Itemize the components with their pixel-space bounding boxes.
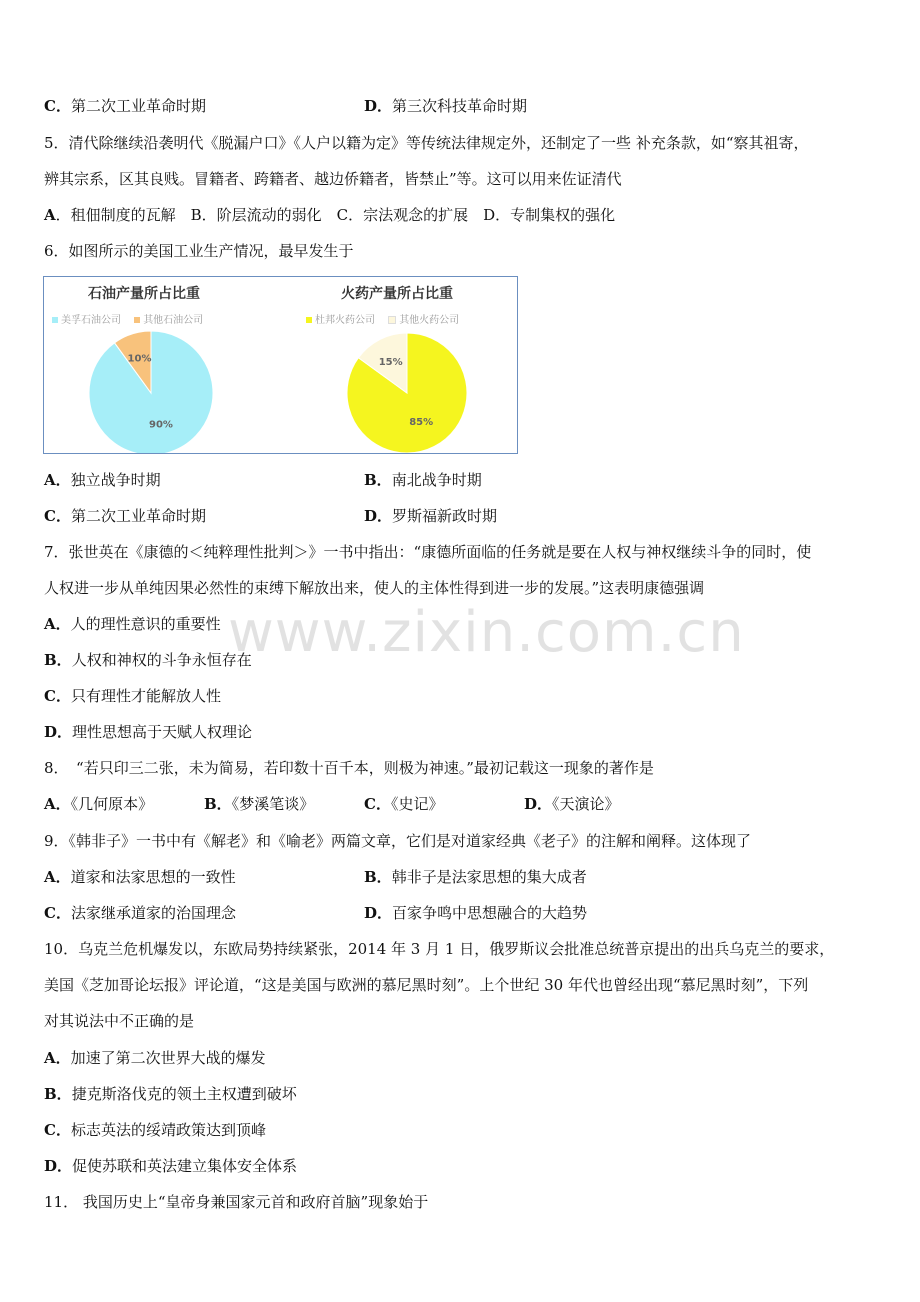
chart2-title: 火药产量所占比重 [341, 286, 453, 302]
pie-chart-figure [43, 276, 518, 454]
q7-stem-line1: 7．张世英在《康德的＜纯粹理性批判＞》一书中指出：“康德所面临的任务就是要在人权与神权继续斗争的同时，使 [44, 543, 812, 561]
q4-option-d[interactable]: D．第三次科技革命时期 [364, 97, 528, 115]
q10-stem-line2: 美国《芝加哥论坛报》评论道，“这是美国与欧洲的慕尼黑时刻”。上个世纪 30 年代也曾经出现“慕尼黑时刻”，下列 [44, 976, 809, 994]
legend-label: 其他火药公司 [399, 315, 460, 326]
chart1-slice-label-1: 10% [127, 353, 152, 365]
q9-option-c[interactable]: C．法家继承道家的治国理念 [44, 904, 236, 922]
q8-option-c[interactable]: C．《史记》 [364, 795, 444, 813]
q10-stem-line1: 10．乌克兰危机爆发以，东欧局势持续紧张，2014 年 3 月 1 日，俄罗斯议会批准总统普京提出的出兵乌克兰的要求， [44, 940, 835, 958]
pie-charts-svg [44, 277, 517, 453]
q10-option-a[interactable]: A．加速了第二次世界大战的爆发 [44, 1049, 266, 1067]
chart1-slice-label-0: 90% [148, 419, 173, 431]
q5-stem-line1: 5．清代除继续沿袭明代《脱漏户口》《人户以籍为定》等传统法律规定外，还制定了一些 补充条款，如“察其祖寄， [44, 134, 809, 152]
q8-option-d[interactable]: D．《天演论》 [524, 795, 620, 813]
q6-option-a[interactable]: A．独立战争时期 [44, 471, 161, 489]
q8-option-b[interactable]: B．《梦溪笔谈》 [204, 795, 315, 813]
q11-stem: 11． 我国历史上“皇帝身兼国家元首和政府首脑”现象始于 [44, 1193, 429, 1211]
chart1-title: 石油产量所占比重 [88, 286, 200, 302]
legend-label: 其他石油公司 [143, 315, 204, 326]
q9-stem: 9．《韩非子》一书中有《解老》和《喻老》两篇文章，它们是对道家经典《老子》的注解和阐释。这体现了 [44, 832, 752, 850]
q9-option-d[interactable]: D．百家争鸣中思想融合的大趋势 [364, 904, 588, 922]
chart2-slice-label-0: 85% [409, 416, 434, 428]
q7-option-d[interactable]: D．理性思想高于天赋人权理论 [44, 723, 253, 741]
q9-option-a[interactable]: A．道家和法家思想的一致性 [44, 868, 236, 886]
q6-option-c[interactable]: C．第二次工业革命时期 [44, 507, 206, 525]
q10-option-b[interactable]: B．捷克斯洛伐克的领土主权遭到破坏 [44, 1085, 297, 1103]
q7-stem-line2: 人权进一步从单纯因果必然性的束缚下解放出来，使人的主体性得到进一步的发展。”这表明康德强调 [44, 579, 705, 597]
q7-option-a[interactable]: A．人的理性意识的重要性 [44, 615, 221, 633]
q10-option-c[interactable]: C．标志英法的绥靖政策达到顶峰 [44, 1121, 266, 1139]
q8-stem: 8． “若只印三二张，未为简易，若印数十百千本，则极为神速。”最初记载这一现象的著作是 [44, 759, 654, 777]
q4-option-c[interactable]: C．第二次工业革命时期 [44, 97, 206, 115]
q6-option-b[interactable]: B．南北战争时期 [364, 471, 482, 489]
q5-options[interactable]: A．租佃制度的瓦解 B．阶层流动的弱化 C．宗法观念的扩展 D．专制集权的强化 [44, 206, 616, 224]
q6-stem: 6．如图所示的美国工业生产情况，最早发生于 [44, 242, 354, 260]
chart2-slice-label-1: 15% [378, 356, 403, 368]
q8-option-a[interactable]: A．《几何原本》 [44, 795, 154, 813]
q10-option-d[interactable]: D．促使苏联和英法建立集体安全体系 [44, 1157, 298, 1175]
q9-option-b[interactable]: B．韩非子是法家思想的集大成者 [364, 868, 587, 886]
watermark: www.zixin.com.cn [228, 600, 745, 665]
q5-stem-line2: 辨其宗系，区其良贱。冒籍者、跨籍者、越边侨籍者，皆禁止”等。这可以用来佐证清代 [44, 170, 622, 188]
legend-label: 杜邦火药公司 [315, 315, 375, 326]
q7-option-c[interactable]: C．只有理性才能解放人性 [44, 687, 221, 705]
q6-option-d[interactable]: D．罗斯福新政时期 [364, 507, 498, 525]
q7-option-b[interactable]: B．人权和神权的斗争永恒存在 [44, 651, 252, 669]
q10-stem-line3: 对其说法中不正确的是 [44, 1012, 195, 1030]
legend-label: 美孚石油公司 [61, 315, 121, 326]
